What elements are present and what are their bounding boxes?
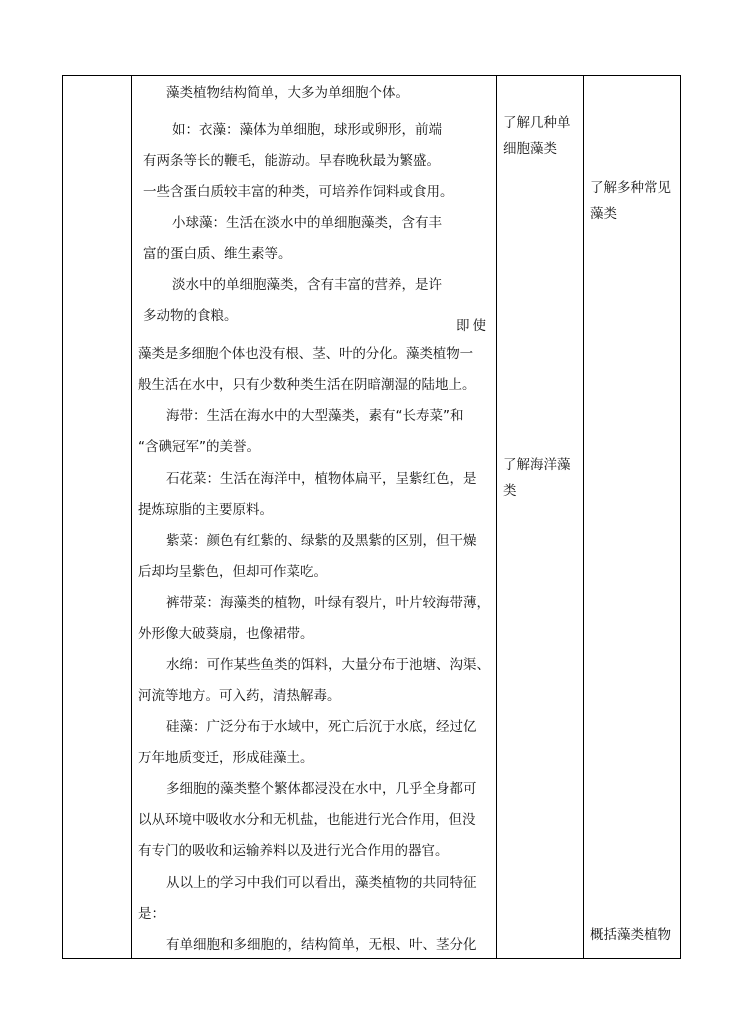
text-line: 富的蛋白质、维生素等。 — [143, 246, 292, 262]
column-divider-2 — [496, 75, 497, 959]
text-line: 外形像大破葵扇，也像裙带。 — [138, 626, 314, 642]
objective-note: 了解多种常见藻类 — [590, 180, 671, 222]
text-line: 淡水中的单细胞藻类，含有丰富的营养，是许 — [172, 277, 442, 293]
text-line: 海带：生活在海水中的大型藻类，素有“长寿菜”和 — [166, 408, 464, 424]
text-line: “含碘冠军”的美誉。 — [138, 439, 260, 455]
text-line: 提炼琼脂的主要原料。 — [138, 502, 273, 518]
text-line: 万年地质变迁，形成硅藻土。 — [138, 750, 314, 766]
text-line: 多动物的食粮。 — [143, 308, 238, 324]
text-line: 一些含蛋白质较丰富的种类，可培养作饲料或食用。 — [143, 184, 454, 200]
text-line: 小球藻：生活在淡水中的单细胞藻类，含有丰 — [172, 215, 442, 231]
text-line: 硅藻：广泛分布于水域中，死亡后沉于水底，经过亿 — [166, 719, 477, 735]
text-line: 即使 — [456, 318, 489, 334]
objective-note: 概括藻类植物 — [590, 927, 671, 943]
text-line: 裤带菜：海藻类的植物，叶绿有裂片，叶片较海带薄， — [166, 595, 490, 611]
text-line: 如：衣藻：藻体为单细胞，球形或卵形，前端 — [172, 122, 442, 138]
text-line: 有两条等长的鞭毛，能游动。早春晚秋最为繁盛。 — [143, 153, 440, 169]
text-line: 石花菜：生活在海洋中，植物体扁平，呈紫红色，是 — [166, 471, 477, 487]
objective-note: 了解几种单细胞藻类 — [503, 115, 571, 157]
text-line: 藻类植物结构简单，大多为单细胞个体。 — [166, 85, 409, 101]
text-line: 以从环境中吸收水分和无机盐，也能进行光合作用，但没 — [138, 812, 476, 828]
text-line: 藻类是多细胞个体也没有根、茎、叶的分化。藻类植物一 — [138, 346, 473, 362]
text-line: 多细胞的藻类整个繁体都浸没在水中，几乎全身都可 — [166, 781, 477, 797]
text-line: 从以上的学习中我们可以看出，藻类植物的共同特征 — [166, 875, 477, 891]
text-line: 是： — [138, 906, 165, 922]
text-line: 般生活在水中，只有少数种类生活在阴暗潮湿的陆地上。 — [138, 377, 476, 393]
text-line: 河流等地方。可入药，清热解毒。 — [138, 688, 341, 704]
text-line: 水绵：可作某些鱼类的饵料，大量分布于池塘、沟渠、 — [166, 657, 490, 673]
text-line: 有专门的吸收和运输养料以及进行光合作用的器官。 — [138, 843, 449, 859]
text-line: 紫菜：颜色有红紫的、绿紫的及黑紫的区别，但干燥 — [166, 533, 477, 549]
objective-note: 了解海洋藻类 — [503, 457, 571, 499]
column-divider-1 — [131, 75, 132, 959]
text-line: 有单细胞和多细胞的，结构简单，无根、叶、茎分化 — [166, 937, 477, 953]
column-divider-3 — [583, 75, 584, 959]
text-line: 后却均呈紫色，但却可作菜吃。 — [138, 564, 327, 580]
